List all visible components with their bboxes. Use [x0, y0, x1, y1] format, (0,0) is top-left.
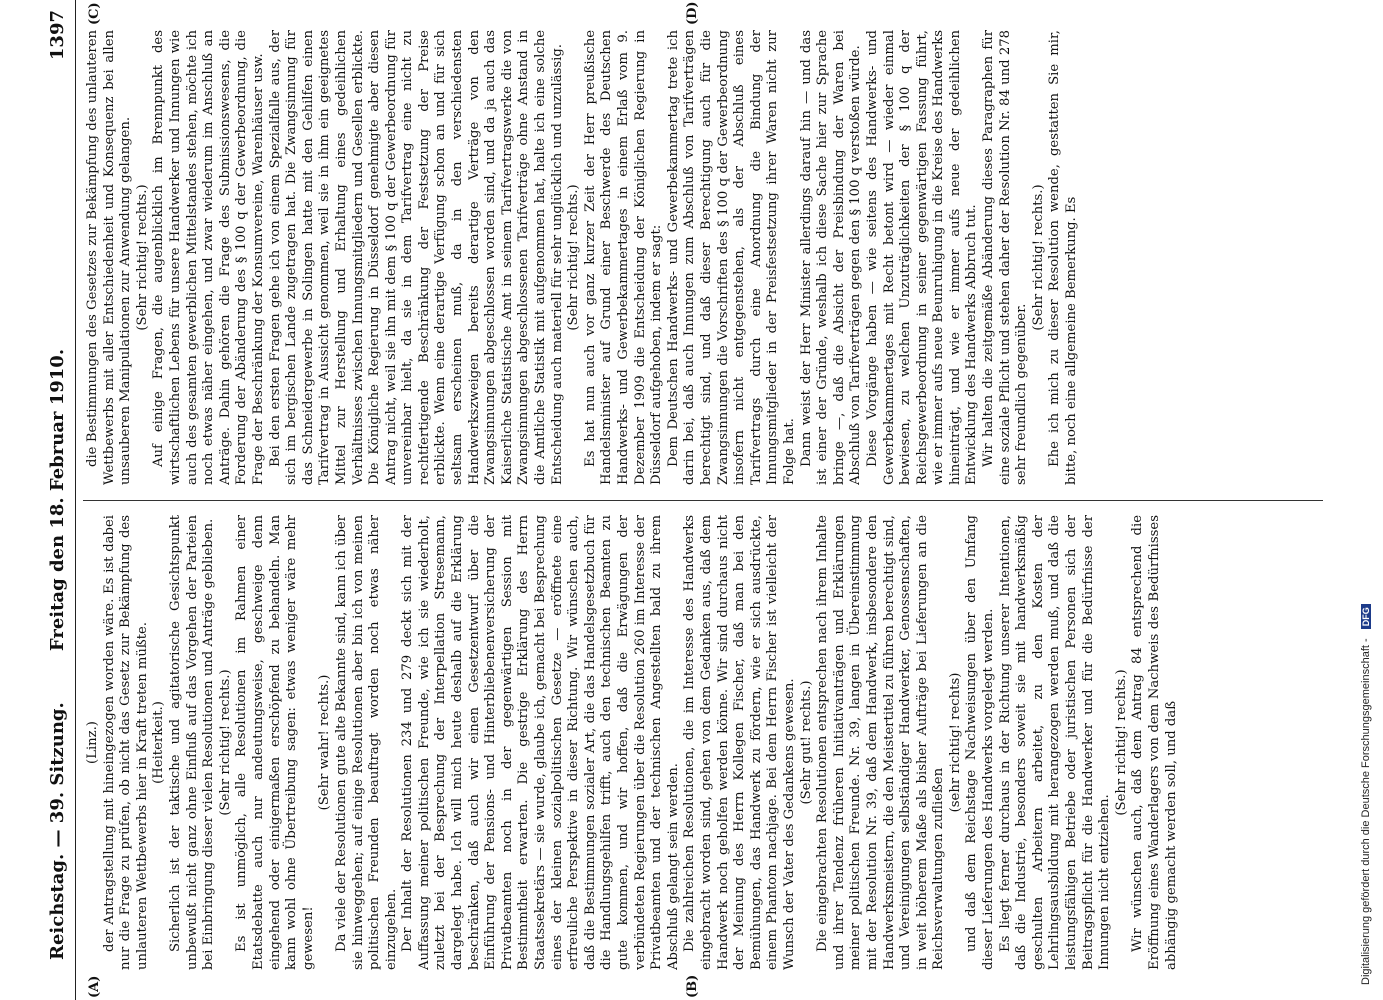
paragraph: die Bestimmungen des Gesetzes zur Bekämpfung des unlauteren Wettbewerbs mit aller Entschiedenheit und Konsequenz bei allen unsauberen Manipulationen zur Anwendung gelangen. [85, 30, 134, 485]
interjection: (Sehr richtig! rechts.) [1030, 184, 1046, 331]
header-date: Freitag den 18. Februar 1910. [47, 348, 68, 652]
paragraph: Auf einige Fragen, die augenblicklich im Brennpunkt des wirtschaftlichen Lebens für unsere Handwerker und Innungen wie auch des gesamten gewerblichen Mittelstandes stehen, möchte ich noch etwas näher eingehen, und zwar wiederum im Anschluß an Anträge. Dahin gehören die Frage des Submissionswesens, die Forderung der Abänderung des § 100 q der Gewerbeordnung, die Frage der Beschränkung der Konsumvereine, Warenhäuser usw. [151, 30, 266, 485]
margin-marker-d: (D) [685, 1, 700, 25]
paragraph: Bei den ersten Fragen gehe ich von einem Spezialfalle aus, der sich im bergischen Lande zugetragen hat. Die Zwangsinnung für das Schneidergewerbe in Solingen hatte mit den Gehilfen einen Tarifvertrag in Aussicht genommen, weil sie in ihm ein geeignetes Mittel zur Herstellung und Erhaltung eines gedeihlichen Verhältnisses zwischen Innungsmitgliedern und Gesellen erblickte. Die Königliche Regierung in Düsseldorf genehmigte aber diesen Antrag nicht, weil sie ihn mit dem § 100 q der Gewerbeordnung für unvereinbar hielt, da sie in dem Tarifvertrag eine nicht zu rechtfertigende Beschränkung der Festsetzung der Preise erblickte. Wenn eine derartige Verfügung schon an und für sich seltsam erscheinen muß, da in den verschiedensten Handwerkszweigen bereits derartige Verträge von den Zwangsinnungen abgeschlossen worden sind, und da ja auch das Kaiserliche Statistische Amt in seinem Tarifvertragswerke die von Zwangsinnungen abgeschlossenen Tarifverträge ohne Anstand in die Amtliche Statistik mit aufgenommen hat, halte ich eine solche Entscheidung auch materiell für sehr unglücklich und unzulässig. [267, 30, 565, 485]
paragraph: Diese Vorgänge haben — wie seitens des Handwerks- und Gewerbekammertages mit Recht betont wird — wieder einmal bewiesen, zu welchen Unzuträglichkeiten der § 100 q der Reichsgewerbeordnung in seiner gegenwärtigen Fassung führt, wie er immer aufs neue Beunruhigung in die Kreise des Handwerks hineinträgt, und wie er immer aufs neue der gedeihlichen Entwicklung des Handwerks Abbruch tut. [864, 30, 980, 485]
margin-marker-c: (C) [87, 2, 102, 25]
paragraph: Die eingebrachten Resolutionen entsprechen nach ihrem Inhalte und ihrer Tendenz früheren Initiativanträgen und Erklärungen meiner politischen Freunde. Nr. 39, langen in Übereinstimmung mit der Resolution Nr. 39, daß dem Handwerk, insbesondere den Handwerksmeistern, die den Meistertitel zu führen berechtigt sind, und Vereinigungen selbständiger Handwerker, Genossenschaften, in weit höherem Maße als bisher Aufträge bei Lieferungen an die Reichsverwaltungen zufließen [815, 515, 947, 970]
paragraph: Dem Deutschen Handwerks- und Gewerbekammertag trete ich darin bei, daß auch Innungen zum Abschluß von Tarifverträgen berechtigt sind, und daß dieser Berechtigung auch für die Zwangsinnungen die Vorschriften des § 100 q der Gewerbeordnung insofern nicht entgegenstehen, als der Abschluß eines Tarifvertrags durch eine Anordnung die Bindung der Innungsmitglieder in der Preisfestsetzung ihrer Waren nicht zur Folge hat. [665, 30, 797, 485]
speaker-label: (Linz.) [85, 721, 100, 764]
interjection: (Sehr richtig! rechts.) [566, 184, 582, 331]
paragraph: Ehe ich mich zu dieser Resolution wende, gestatten Sie mir, bitte, noch eine allgemeine Bemerkung. Es [1047, 30, 1080, 485]
paragraph: Sicherlich ist der taktische und agitatorische Gesichtspunkt unbewußt nicht ganz ohne Einfluß auf das Vorgehen der Parteien bei Einbringung dieser vielen Resolutionen und Anträge geblieben. [167, 515, 217, 970]
right-column [85, 30, 1325, 485]
margin-marker-b: (B) [685, 974, 700, 998]
paragraph: Dann weist der Herr Minister allerdings darauf hin — und das ist einer der Gründe, weshalb ich diese Sache hier zur Sprache bringe —, daß die Absicht der Preisbindung der Waren bei Abschluß von Tarifverträgen gegen den § 100 q verstoßen würde. [798, 30, 864, 485]
paragraph: Wir halten die zeitgemäße Abänderung dieses Paragraphen für eine soziale Pflicht und stehen daher der Resolution Nr. 84 und 278 sehr freundlich gegenüber. [981, 30, 1030, 485]
column-divider [83, 500, 1323, 501]
paragraph: Der Inhalt der Resolutionen 234 und 279 deckt sich mit der Auffassung meiner politischen Freunde, wie ich sie wiederholt, zuletzt bei der Besprechung der Interpellation Stresemann, dargelegt habe. Ich will mich heute deshalb auf die Erklärung beschränken, daß auch wir einen Gesetzentwurf über die Einführung der Pensions- und Hinterbliebenenversicherung der Privatbeamten noch in der gegenwärtigen Session mit Bestimmtheit erwarten. Die gestrige Erklärung des Herrn Staatssekretärs — sie wurde, glaube ich, gemacht bei Besprechung eines der kleinen sozialpolitischen Gesetze — eröffnete eine erfreuliche Perspektive in dieser Richtung. Wir wünschen auch, daß die Bestimmungen sozialer Art, die das Handelsgesetzbuch für die Handlungsgehilfen trifft, auch den technischen Beamten zu gute kommen, und wir hoffen, daß die Erwägungen der verbündeten Regierungen über die Resolution 260 im Interesse der Privatbeamten und der technischen Angestellten bald zu ihrem Abschluß gelangt sein werden. [400, 515, 681, 970]
interjection: (Sehr gut! rechts.) [798, 680, 814, 805]
dfg-logo: DFG [1361, 604, 1371, 629]
digitization-text: Digitalisierung gefördert durch die Deutsche Forschungsgemeinschaft - [1360, 638, 1372, 985]
header-session: Reichstag. — 39. Sitzung. [47, 702, 68, 960]
interjection: (Sehr richtig! rechts.) [1113, 669, 1129, 816]
paragraph: Wir wünschen auch, daß dem Antrag 84 entsprechend die Eröffnung eines Wanderlagers von dem Nachweis des Bedürfnisses abhängig gemacht werden soll, und daß [1130, 515, 1179, 970]
paragraph: der Antragstellung mit hineingezogen worden wäre. Es ist dabei nur die Frage zu prüfen, ob nicht das Gesetz zur Bekämpfung des unlauteren Wettbewerbs hier in Kraft treten müßte. [101, 515, 150, 970]
digitization-note [1360, 5, 1380, 985]
interjection: (Sehr wahr! rechts.) [317, 674, 333, 811]
paragraph: und daß dem Reichstage Nachweisungen über den Umfang dieser Lieferungen des Handwerks vorgelegt werden. [964, 515, 997, 970]
interjection: (Sehr richtig! rechts.) [134, 184, 150, 331]
paragraph: Es liegt ferner durchaus in der Richtung unserer Intentionen, daß die Industrie, besonders soweit sie mit handwerksmäßig geschulten Arbeitern arbeitet, zu den Kosten der Lehrlingsausbildung mit herangezogen werden muß, und daß die leistungsfähigen Betriebe oder juristischen Personen sich der Beitragspflicht für die Handwerker und für die Bedürfnisse der Innungen nicht entziehen. [997, 515, 1113, 970]
paragraph: Die zahlreichen Resolutionen, die im Interesse des Handwerks eingebracht worden sind, gehen von dem Gedanken aus, daß dem Handwerk noch geholfen werden könne. Wir sind durchaus nicht der Meinung des Herrn Kollegen Fischer, daß man bei den Bemühungen, das Handwerk zu fördern, wie er sich ausdrückte, einem Phantom nachjage. Bei dem Herrn Fischer ist vielleicht der Wunsch der Vater des Gedankens gewesen. [682, 515, 797, 970]
paragraph: Es ist unmöglich, alle Resolutionen im Rahmen einer Etatsdebatte auch nur andeutungsweise, geschweige denn eingehend oder einigermaßen erschöpfend zu behandeln. Man kann wohl ohne Übertreibung sagen: etwas weniger wäre mehr gewesen! [234, 515, 316, 970]
paragraph: Es hat nun auch vor ganz kurzer Zeit der Herr preußische Handelsminister auf Grund einer Beschwerde des Deutschen Handwerks- und Gewerbekammertages in einem Erlaß vom 9. Dezember 1909 die Entscheidung der Königlichen Regierung in Düsseldorf aufgehoben, indem er sagt: [582, 30, 665, 485]
margin-marker-a: (A) [87, 975, 102, 998]
interjection: (sehr richtig! rechts) [947, 672, 963, 813]
rotated-page-content [45, 0, 1335, 1000]
page-header [45, 0, 76, 1000]
left-column [85, 515, 1325, 970]
interjection: (Heiterkeit.) [151, 701, 167, 784]
page-number: 1397 [47, 10, 68, 61]
paragraph: Da viele der Resolutionen gute alte Bekannte sind, kann ich über sie hinweggehen; auf einige Resolutionen aber bin ich von meinen politischen Freunden beauftragt worden noch etwas näher einzugehen. [333, 515, 399, 970]
interjection: (Sehr richtig! rechts.) [217, 669, 233, 816]
